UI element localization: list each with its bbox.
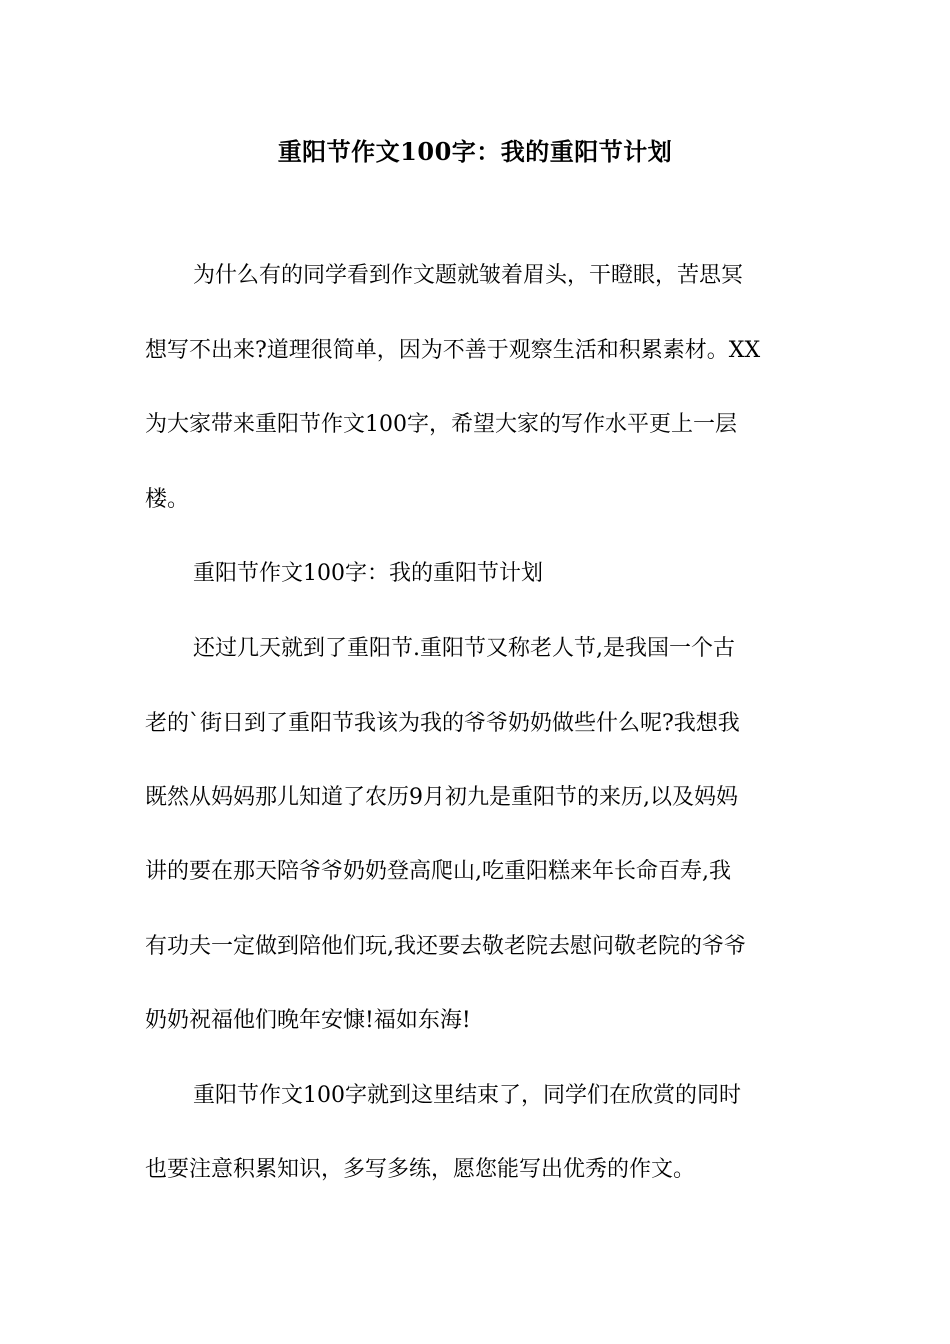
paragraph-1-line-3: 为大家带来重阳节作文100字，希望大家的写作水平更上一层 xyxy=(145,412,737,437)
paragraph-1-line-4: 楼。 xyxy=(145,487,190,512)
section-heading: 重阳节作文100字：我的重阳节计划 xyxy=(193,561,543,586)
paragraph-3-line-1: 重阳节作文100字就到这里结束了，同学们在欣赏的同时 xyxy=(193,1083,741,1108)
paragraph-1-line-1: 为什么有的同学看到作文题就皱着眉头，干瞪眼，苦思冥 xyxy=(193,263,744,288)
paragraph-2-line-2: 老的`街日到了重阳节我该为我的爷爷奶奶做些什么呢?我想我 xyxy=(145,711,740,736)
paragraph-2-line-5: 有功夫一定做到陪他们玩,我还要去敬老院去慰问敬老院的爷爷 xyxy=(145,934,746,959)
paragraph-2-line-4: 讲的要在那天陪爷爷奶奶登高爬山,吃重阳糕来年长命百寿,我 xyxy=(145,859,731,884)
paragraph-2-line-6: 奶奶祝福他们晚年安慷!福如东海! xyxy=(145,1008,471,1033)
paragraph-2-line-1: 还过几天就到了重阳节.重阳节又称老人节,是我国一个古 xyxy=(193,636,735,661)
paragraph-3-line-2: 也要注意积累知识，多写多练，愿您能写出优秀的作文。 xyxy=(145,1157,696,1182)
paragraph-2-line-3: 既然从妈妈那儿知道了农历9月初九是重阳节的来历,以及妈妈 xyxy=(145,785,738,810)
paragraph-1-line-2: 想写不出来?道理很简单，因为不善于观察生活和积累素材。XX xyxy=(145,338,761,363)
document-title: 重阳节作文100字：我的重阳节计划 xyxy=(277,137,673,166)
